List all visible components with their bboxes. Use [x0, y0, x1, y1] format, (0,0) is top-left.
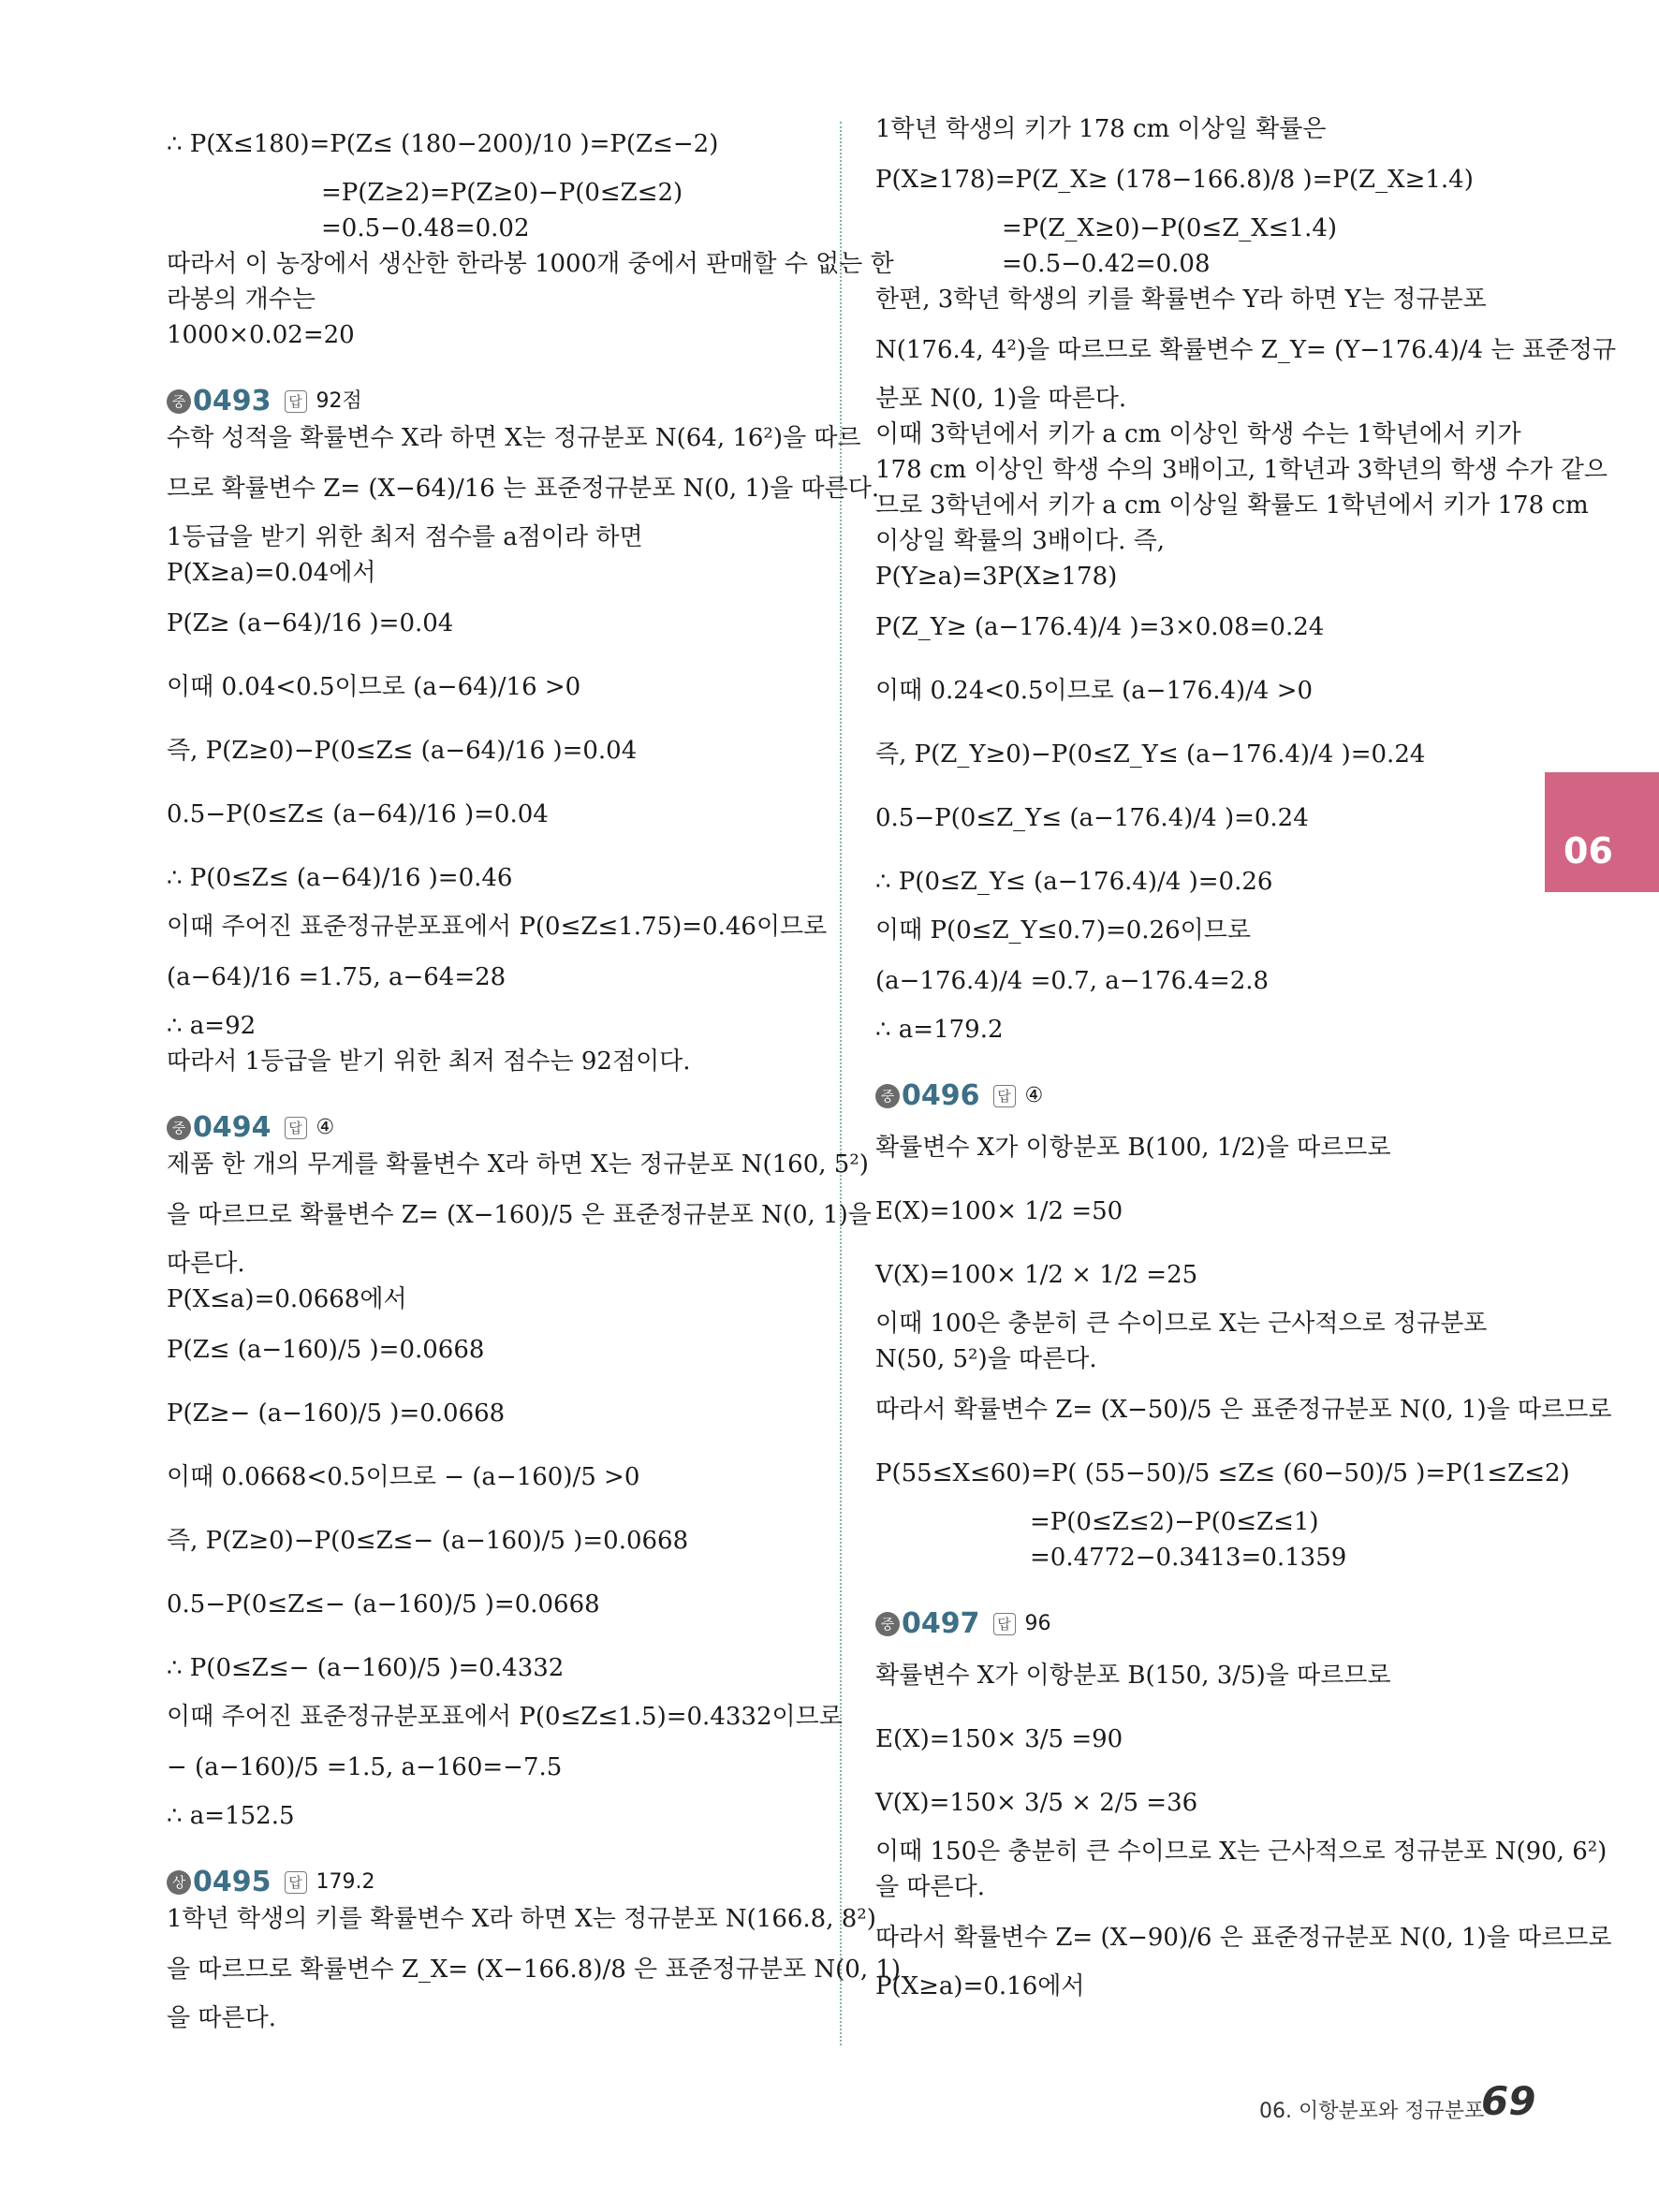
answer-label: 답	[285, 1871, 307, 1894]
solution-line: 1000×0.02=20	[167, 321, 355, 349]
solution-line: 라봉의 개수는	[167, 286, 316, 314]
solution-line: 즉, P(Z≥0)−P(0≤Z≤ (a−64)/16 )=0.04	[167, 737, 638, 765]
problem-header-0497	[875, 1603, 1521, 1644]
solution-line: 1학년 학생의 키가 178 cm 이상일 확률은	[875, 115, 1327, 143]
answer-label: 답	[285, 1117, 307, 1139]
difficulty-badge: 상	[167, 1870, 191, 1895]
solution-line: 을 따른다.	[167, 2004, 276, 2032]
solution-line: E(X)=100× 1/2 =50	[875, 1197, 1123, 1225]
solution-line: 분포 N(0, 1)을 따른다.	[875, 385, 1127, 413]
solution-line: V(X)=100× 1/2 × 1/2 =25	[875, 1261, 1198, 1289]
solution-line: 즉, P(Z_Y≥0)−P(0≤Z_Y≤ (a−176.4)/4 )=0.24	[875, 740, 1426, 769]
solution-line: 이때 0.24<0.5이므로 (a−176.4)/4 >0	[875, 677, 1314, 705]
chapter-tab-label: 06	[1564, 830, 1613, 872]
solution-line: 이때 150은 충분히 큰 수이므로 X는 근사적으로 정규분포 N(90, 6²)	[875, 1838, 1608, 1866]
answer-value: 96	[1024, 1612, 1051, 1635]
solution-line: N(50, 5²)을 따른다.	[875, 1345, 1097, 1373]
problem-header-0496	[875, 1075, 1521, 1116]
solution-line: 이때 주어진 표준정규분포표에서 P(0≤Z≤1.75)=0.46이므로	[167, 913, 828, 941]
answer-label: 답	[993, 1613, 1016, 1635]
answer-value: ④	[1024, 1084, 1044, 1107]
solution-line: 을 따르므로 확률변수 Z= (X−160)/5 은 표준정규분포 N(0, 1)을	[167, 1201, 872, 1229]
solution-line: ∴ P(0≤Z≤− (a−160)/5 )=0.4332	[167, 1654, 565, 1682]
solution-line: 이상일 확률의 3배이다. 즉,	[875, 527, 1166, 555]
solution-line: 이때 주어진 표준정규분포표에서 P(0≤Z≤1.5)=0.4332이므로	[167, 1703, 843, 1731]
solution-line: =0.4772−0.3413=0.1359	[1030, 1544, 1347, 1572]
answer-value: 179.2	[316, 1870, 375, 1894]
solution-line: 따라서 확률변수 Z= (X−90)/6 은 표준정규분포 N(0, 1)을 따르므로	[875, 1924, 1612, 1952]
solution-line: P(Z≥ (a−64)/16 )=0.04	[167, 609, 454, 637]
solution-line: 0.5−P(0≤Z≤ (a−64)/16 )=0.04	[167, 800, 549, 828]
solution-line: =0.5−0.42=0.08	[1002, 250, 1211, 278]
answer-value: 92점	[316, 389, 362, 413]
footer-chapter-title: 06. 이항분포와 정규분포	[1259, 2100, 1485, 2123]
solution-line: P(X≥a)=0.16에서	[875, 1972, 1085, 2000]
solution-line: 므로 3학년에서 키가 a cm 이상일 확률도 1학년에서 키가 178 cm	[875, 491, 1589, 520]
solution-line: 확률변수 X가 이항분포 B(100, 1/2)을 따르므로	[875, 1134, 1391, 1162]
solution-line: 178 cm 이상인 학생 수의 3배이고, 1학년과 3학년의 학생 수가 같으	[875, 456, 1608, 484]
solution-line: 제품 한 개의 무게를 확률변수 X라 하면 X는 정규분포 N(160, 5²)	[167, 1150, 869, 1179]
solution-line: 따라서 1등급을 받기 위한 최저 점수는 92점이다.	[167, 1047, 691, 1076]
solution-line: =0.5−0.48=0.02	[321, 214, 530, 242]
page-number: 69	[1481, 2078, 1536, 2124]
solution-line: E(X)=150× 3/5 =90	[875, 1725, 1123, 1753]
answer-label: 답	[285, 390, 307, 413]
solution-line: P(X≥178)=P(Z_X≥ (178−166.8)/8 )=P(Z_X≥1.4)	[875, 166, 1474, 194]
solution-line: 이때 0.04<0.5이므로 (a−64)/16 >0	[167, 673, 581, 701]
solution-line: 0.5−P(0≤Z_Y≤ (a−176.4)/4 )=0.24	[875, 804, 1309, 832]
solution-line: ∴ P(0≤Z_Y≤ (a−176.4)/4 )=0.26	[875, 868, 1273, 896]
solution-line: V(X)=150× 3/5 × 2/5 =36	[875, 1789, 1198, 1817]
solution-line: =P(0≤Z≤2)−P(0≤Z≤1)	[1030, 1508, 1319, 1536]
problem-number: 0496	[902, 1079, 980, 1112]
problem-number: 0494	[193, 1111, 272, 1144]
solution-line: 을 따르므로 확률변수 Z_X= (X−166.8)/8 은 표준정규분포 N(0, 1)	[167, 1956, 902, 1984]
chapter-side-tab	[1545, 772, 1659, 892]
solution-line: 따른다.	[167, 1250, 245, 1278]
solution-line: ∴ a=92	[167, 1012, 257, 1040]
solution-line: 1학년 학생의 키를 확률변수 X라 하면 X는 정규분포 N(166.8, 8²)	[167, 1905, 876, 1933]
solution-line: =P(Z_X≥0)−P(0≤Z_X≤1.4)	[1002, 214, 1338, 242]
solution-line: 이때 100은 충분히 큰 수이므로 X는 근사적으로 정규분포	[875, 1310, 1488, 1338]
solution-line: − (a−160)/5 =1.5, a−160=−7.5	[167, 1753, 563, 1781]
solution-line: 수학 성적을 확률변수 X라 하면 X는 정규분포 N(64, 16²)을 따르	[167, 424, 861, 452]
solution-line: P(X≤a)=0.0668에서	[167, 1285, 407, 1313]
solution-line: (a−176.4)/4 =0.7, a−176.4=2.8	[875, 967, 1270, 995]
solution-line: ∴ P(X≤180)=P(Z≤ (180−200)/10 )=P(Z≤−2)	[167, 130, 719, 158]
solution-line: P(Z≥− (a−160)/5 )=0.0668	[167, 1399, 506, 1428]
solution-line: ∴ a=179.2	[875, 1016, 1004, 1044]
problem-header-0494	[167, 1106, 813, 1148]
solution-line: 따라서 확률변수 Z= (X−50)/5 은 표준정규분포 N(0, 1)을 따르므로	[875, 1396, 1612, 1424]
solution-line: =P(Z≥2)=P(Z≥0)−P(0≤Z≤2)	[321, 179, 683, 207]
solution-line: ∴ P(0≤Z≤ (a−64)/16 )=0.46	[167, 864, 513, 892]
solution-line: 확률변수 X가 이항분포 B(150, 3/5)을 따르므로	[875, 1662, 1391, 1690]
problem-header-0495	[167, 1861, 813, 1902]
left-column	[167, 112, 902, 2037]
solution-line: 1등급을 받기 위한 최저 점수를 a점이라 하면	[167, 523, 643, 551]
problem-header-0493	[167, 380, 813, 421]
difficulty-badge: 중	[167, 389, 191, 414]
solution-line: 한편, 3학년 학생의 키를 확률변수 Y라 하면 Y는 정규분포	[875, 286, 1487, 314]
solution-line: P(Z≤ (a−160)/5 )=0.0668	[167, 1336, 485, 1364]
solution-line: P(X≥a)=0.04에서	[167, 559, 376, 587]
solution-line: N(176.4, 4²)을 따르므로 확률변수 Z_Y= (Y−176.4)/4 는 표준정규	[875, 336, 1617, 364]
difficulty-badge: 중	[875, 1084, 900, 1108]
solution-line: P(55≤X≤60)=P( (55−50)/5 ≤Z≤ (60−50)/5 )=P(1≤Z≤2)	[875, 1459, 1570, 1487]
solution-line: P(Z_Y≥ (a−176.4)/4 )=3×0.08=0.24	[875, 613, 1325, 641]
solution-line: 을 따른다.	[875, 1873, 985, 1901]
solution-line: 이때 P(0≤Z_Y≤0.7)=0.26이므로	[875, 916, 1251, 945]
difficulty-badge: 중	[167, 1116, 191, 1140]
solution-line: 0.5−P(0≤Z≤− (a−160)/5 )=0.0668	[167, 1590, 600, 1619]
solution-line: (a−64)/16 =1.75, a−64=28	[167, 963, 507, 991]
solution-line: P(Y≥a)=3P(X≥178)	[875, 563, 1118, 591]
solution-line: 즉, P(Z≥0)−P(0≤Z≤− (a−160)/5 )=0.0668	[167, 1527, 689, 1555]
answer-label: 답	[993, 1085, 1016, 1107]
problem-number: 0495	[193, 1866, 272, 1898]
solution-line: ∴ a=152.5	[167, 1802, 295, 1830]
solution-line: 이때 3학년에서 키가 a cm 이상인 학생 수는 1학년에서 키가	[875, 420, 1521, 448]
difficulty-badge: 중	[875, 1612, 900, 1636]
column-divider	[840, 122, 842, 2045]
problem-number: 0493	[193, 385, 272, 417]
solution-line: 므로 확률변수 Z= (X−64)/16 는 표준정규분포 N(0, 1)을 따른다.	[167, 475, 880, 503]
problem-number: 0497	[902, 1607, 980, 1640]
solution-line: 이때 0.0668<0.5이므로 − (a−160)/5 >0	[167, 1463, 640, 1491]
answer-value: ④	[316, 1116, 335, 1139]
solution-line: 따라서 이 농장에서 생산한 한라봉 1000개 중에서 판매할 수 없는 한	[167, 250, 894, 278]
right-column	[875, 112, 1617, 2005]
